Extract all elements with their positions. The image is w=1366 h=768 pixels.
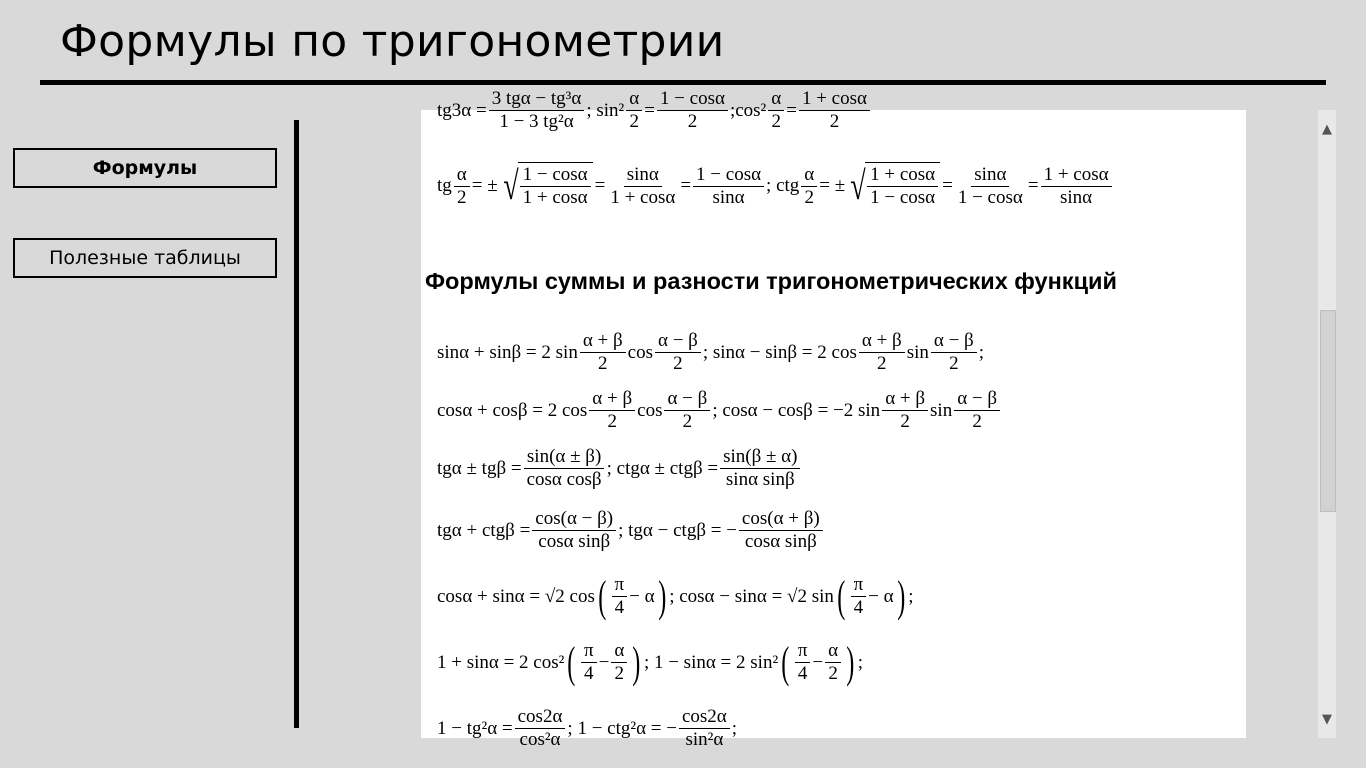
formula-text: =	[786, 99, 797, 121]
formula-text: ;	[857, 651, 864, 673]
section-heading: Формулы суммы и разности тригонометрических функций	[425, 268, 1117, 294]
formula-text: ; tgα − ctgβ = −	[618, 519, 737, 541]
formula-fraction: $\frac{1 - \cos\alpha}{\sin\alpha}$	[693, 164, 764, 209]
formula-text: ;	[731, 717, 738, 739]
page-title: Формулы по тригонометрии	[60, 16, 725, 67]
formula-fraction: $\frac{\alpha}{2}$	[454, 164, 470, 209]
formula-text: ; sinα − sinβ = 2 cos	[702, 341, 857, 363]
formula-fraction: $\frac{\sin(\alpha \pm \beta)}{\text{cosα cosβ}}$	[524, 446, 605, 491]
formula-text: ; cosα − cosβ = −2 sin	[712, 399, 881, 421]
formula-fraction: $\frac{\alpha + \beta}{2}$	[589, 388, 635, 433]
formula-text: cos	[637, 399, 663, 421]
paren: )	[896, 571, 905, 621]
formula-fraction: $\frac{\pi}{4}$	[612, 574, 628, 619]
formula-text: cos²	[735, 99, 767, 121]
title-underline	[40, 80, 1326, 85]
scroll-down-icon[interactable]: ▼	[1322, 711, 1332, 727]
formula-text: ;	[766, 175, 772, 196]
formula-text: sin	[930, 399, 953, 421]
formula-fraction: $\frac{\alpha - \beta}{2}$	[664, 388, 710, 433]
formula-line-one-plus-sin	[437, 637, 864, 687]
sqrt-sign: √ $\frac{1 - \cos\alpha}{1 + \cos\alpha}$	[500, 162, 593, 210]
formula-text: 1 − tg²α =	[437, 717, 513, 739]
formula-fraction: $\frac{1 + \cos\alpha}{\sin\alpha}$	[1041, 164, 1112, 209]
formula-fraction: $\frac{\alpha}{2}$	[611, 640, 627, 685]
formula-text: ;	[908, 585, 914, 607]
formula-fraction: $\frac{\cos 2\alpha}{\text{sin²α}}$	[679, 706, 730, 751]
formula-fraction: $\frac{\text{3 tgα − tg³α}}{\text{1 − 3 tg²α}}$	[489, 88, 585, 133]
formula-text: tg3α =	[437, 99, 487, 121]
formula-fraction: $\frac{\sin\alpha}{1 - \cos\alpha}$	[957, 163, 1023, 208]
formula-text: sin²	[596, 99, 625, 121]
paren: (	[781, 637, 790, 687]
formula-fraction: $\frac{\alpha - \beta}{2}$	[954, 388, 1000, 433]
formula-text: ;	[586, 99, 592, 121]
formula-fraction: $\frac{\alpha - \beta}{2}$	[931, 330, 977, 375]
formula-fraction: $\frac{\cos(\alpha + \beta)}{\text{cosα sinβ}}$	[739, 508, 823, 553]
formula-line-tg3a	[437, 88, 872, 133]
nav-button-formulas[interactable]: Формулы	[13, 148, 277, 188]
formula-fraction: $\frac{\alpha}{2}$	[825, 640, 841, 685]
formula-line-cos-sin	[437, 571, 914, 621]
formula-text: cosα + sinα = √2 cos	[437, 585, 595, 607]
formula-text: =	[680, 175, 692, 196]
formula-fraction: $\frac{\cos 2\alpha}{\text{cos²α}}$	[515, 706, 566, 751]
formula-text: −	[598, 651, 610, 673]
formula-fraction: $\frac{\alpha - \beta}{2}$	[655, 330, 701, 375]
formula-text: − α	[868, 585, 894, 607]
paren: (	[598, 571, 607, 621]
formula-text: =	[1027, 175, 1039, 196]
formula-fraction: $\frac{\pi}{4}$	[795, 640, 811, 685]
formula-text: = ±	[819, 175, 846, 196]
formula-line-sum-tg	[437, 446, 802, 491]
paren: )	[632, 637, 641, 687]
formula-text: =	[644, 99, 655, 121]
formula-text: −	[812, 651, 824, 673]
formula-line-sum-sin	[437, 330, 984, 375]
formula-text: ctg	[776, 175, 800, 196]
formula-line-half-angle	[437, 162, 1114, 210]
formula-text: ; 1 − ctg²α = −	[567, 717, 677, 739]
paren: )	[846, 637, 855, 687]
scroll-up-icon[interactable]: ▲	[1322, 121, 1332, 137]
formula-text: = ±	[471, 175, 498, 196]
formula-text: sinα + sinβ = 2 sin	[437, 341, 578, 363]
formula-text: =	[594, 175, 606, 196]
formula-text: ;	[729, 99, 736, 121]
formula-fraction: $\frac{1 - \cos\alpha}{2}$	[657, 88, 728, 133]
formula-fraction: $\frac{\alpha}{2}$	[626, 88, 642, 133]
formula-text: ; ctgα ± ctgβ =	[606, 457, 719, 479]
vertical-scrollbar[interactable]	[1318, 110, 1336, 738]
formula-text: tgα + ctgβ =	[437, 519, 531, 541]
formula-line-sum-cos	[437, 388, 1002, 433]
scrollbar-thumb[interactable]	[1320, 310, 1336, 512]
formula-text: tgα ± tgβ =	[437, 457, 522, 479]
formula-fraction: $\frac{1 - \cos\alpha}{1 + \cos\alpha}$	[520, 164, 591, 209]
paren: (	[567, 637, 576, 687]
formula-text: sin	[906, 341, 929, 363]
formula-fraction: $\frac{1 + \cos\alpha}{2}$	[799, 88, 870, 133]
formula-text: − α	[629, 585, 655, 607]
formula-fraction: $\frac{\alpha + \beta}{2}$	[580, 330, 626, 375]
formula-fraction: $\frac{\alpha + \beta}{2}$	[882, 388, 928, 433]
formula-fraction: $\frac{\alpha}{2}$	[801, 164, 817, 209]
formula-text: tg	[437, 175, 452, 196]
paren: )	[657, 571, 666, 621]
formula-text: =	[942, 175, 953, 196]
formula-text: cosα + cosβ = 2 cos	[437, 399, 588, 421]
paren: (	[837, 571, 846, 621]
formula-fraction: $\frac{1 + \cos\alpha}{1 - \cos\alpha}$	[867, 164, 938, 209]
formula-text: 1 + sinα = 2 cos²	[437, 651, 565, 673]
formula-text: cos	[627, 341, 653, 363]
formula-fraction: $\frac{\sin(\beta \pm \alpha)}{\text{sinα sinβ}}$	[720, 446, 800, 491]
nav-button-useful-tables[interactable]: Полезные таблицы	[13, 238, 277, 278]
sqrt-sign: √ $\frac{1 + \cos\alpha}{1 - \cos\alpha}$	[847, 162, 940, 210]
formula-line-one-minus-tg2	[437, 706, 737, 751]
formula-fraction: $\frac{\alpha + \beta}{2}$	[859, 330, 905, 375]
formulas-image	[421, 88, 1246, 750]
formula-fraction: $\frac{\pi}{4}$	[851, 574, 867, 619]
formula-fraction: $\frac{\alpha}{2}$	[768, 88, 784, 133]
formula-text: ;	[978, 341, 985, 363]
formula-line-tg-ctg	[437, 508, 825, 553]
sidebar-divider	[294, 120, 299, 728]
formula-fraction: $\frac{\sin\alpha}{1 + \cos\alpha}$	[610, 163, 676, 208]
formula-text: ; 1 − sinα = 2 sin²	[643, 651, 779, 673]
formula-fraction: $\frac{\cos(\alpha - \beta)}{\text{cosα sinβ}}$	[532, 508, 616, 553]
formula-fraction: $\frac{\pi}{4}$	[581, 640, 597, 685]
formula-text: ; cosα − sinα = √2 sin	[669, 585, 834, 607]
